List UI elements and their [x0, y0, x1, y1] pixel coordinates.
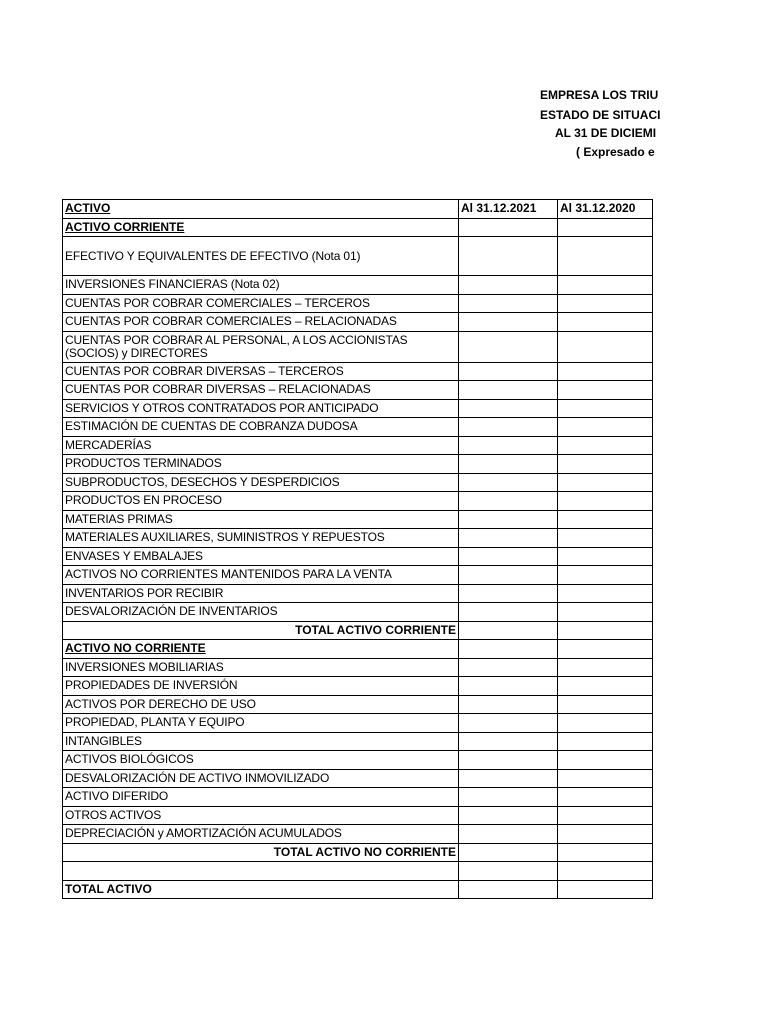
column-header-2020: Al 31.12.2020: [558, 200, 653, 219]
value-cell-2021: [459, 399, 558, 418]
company-name: EMPRESA LOS TRIU: [540, 88, 659, 102]
value-cell-2020: [558, 362, 653, 381]
value-cell-2021: [459, 510, 558, 529]
value-cell-2021: [459, 276, 558, 295]
value-cell-2021: [459, 492, 558, 511]
value-cell-2020: [558, 751, 653, 770]
row-label: PRODUCTOS EN PROCESO: [63, 492, 459, 511]
value-cell-2021: [459, 806, 558, 825]
value-cell-2021: [459, 218, 558, 237]
value-cell-2020: [558, 331, 653, 362]
value-cell-2020: [558, 436, 653, 455]
table-row: [63, 529, 653, 548]
value-cell-2021: [459, 237, 558, 276]
value-cell-2020: [558, 732, 653, 751]
value-cell-2020: [558, 677, 653, 696]
value-cell-2021: [459, 880, 558, 899]
row-label: DEPRECIACIÓN y AMORTIZACIÓN ACUMULADOS: [63, 825, 459, 844]
table-row: [63, 473, 653, 492]
value-cell-2021: [459, 529, 558, 548]
row-label: OTROS ACTIVOS: [63, 806, 459, 825]
row-label: EFECTIVO Y EQUIVALENTES DE EFECTIVO (Nota 01): [63, 237, 459, 276]
value-cell-2020: [558, 714, 653, 733]
table-row: [63, 788, 653, 807]
row-label: PROPIEDAD, PLANTA Y EQUIPO: [63, 714, 459, 733]
value-cell-2021: [459, 769, 558, 788]
value-cell-2020: [558, 510, 653, 529]
value-cell-2020: [558, 218, 653, 237]
balance-sheet-table: [62, 199, 653, 899]
column-header-activo: ACTIVO: [63, 200, 459, 219]
value-cell-2021: [459, 584, 558, 603]
value-cell-2020: [558, 695, 653, 714]
row-label: ACTIVOS NO CORRIENTES MANTENIDOS PARA LA VENTA: [63, 566, 459, 585]
row-label: PRODUCTOS TERMINADOS: [63, 455, 459, 474]
table-row: [63, 732, 653, 751]
total-label: TOTAL ACTIVO NO CORRIENTE: [63, 843, 459, 862]
value-cell-2021: [459, 294, 558, 313]
value-cell-2020: [558, 806, 653, 825]
value-cell-2020: [558, 621, 653, 640]
section-label: ACTIVO CORRIENTE: [63, 218, 459, 237]
value-cell-2021: [459, 621, 558, 640]
value-cell-2021: [459, 843, 558, 862]
value-cell-2020: [558, 313, 653, 332]
value-cell-2020: [558, 276, 653, 295]
table-row: [63, 584, 653, 603]
value-cell-2021: [459, 825, 558, 844]
total-row-activo: [63, 880, 653, 899]
total-row-activo-no-corriente: [63, 843, 653, 862]
table-row: [63, 381, 653, 400]
row-label: [63, 862, 459, 881]
table-row: [63, 566, 653, 585]
value-cell-2021: [459, 862, 558, 881]
row-label: ACTIVOS BIOLÓGICOS: [63, 751, 459, 770]
table-row: [63, 695, 653, 714]
value-cell-2020: [558, 455, 653, 474]
value-cell-2020: [558, 547, 653, 566]
value-cell-2021: [459, 732, 558, 751]
row-label: CUENTAS POR COBRAR COMERCIALES – TERCEROS: [63, 294, 459, 313]
value-cell-2021: [459, 331, 558, 362]
value-cell-2021: [459, 313, 558, 332]
value-cell-2020: [558, 843, 653, 862]
value-cell-2020: [558, 237, 653, 276]
value-cell-2021: [459, 418, 558, 437]
value-cell-2020: [558, 769, 653, 788]
table-row: [63, 313, 653, 332]
value-cell-2020: [558, 825, 653, 844]
value-cell-2020: [558, 584, 653, 603]
value-cell-2020: [558, 640, 653, 659]
table-row: [63, 769, 653, 788]
row-label: MATERIALES AUXILIARES, SUMINISTROS Y REPUESTOS: [63, 529, 459, 548]
value-cell-2020: [558, 294, 653, 313]
table-row: [63, 751, 653, 770]
value-cell-2020: [558, 399, 653, 418]
row-label: INTANGIBLES: [63, 732, 459, 751]
table-row: [63, 806, 653, 825]
value-cell-2021: [459, 362, 558, 381]
value-cell-2021: [459, 436, 558, 455]
table-row: [63, 603, 653, 622]
empty-row: [63, 862, 653, 881]
row-label: DESVALORIZACIÓN DE INVENTARIOS: [63, 603, 459, 622]
total-label: TOTAL ACTIVO: [63, 880, 459, 899]
value-cell-2020: [558, 473, 653, 492]
value-cell-2021: [459, 603, 558, 622]
value-cell-2021: [459, 695, 558, 714]
value-cell-2021: [459, 677, 558, 696]
value-cell-2021: [459, 788, 558, 807]
row-label: INVERSIONES FINANCIERAS (Nota 02): [63, 276, 459, 295]
value-cell-2020: [558, 862, 653, 881]
value-cell-2020: [558, 529, 653, 548]
value-cell-2021: [459, 714, 558, 733]
section-row-activo-no-corriente: [63, 640, 653, 659]
value-cell-2021: [459, 658, 558, 677]
value-cell-2021: [459, 473, 558, 492]
row-label: CUENTAS POR COBRAR AL PERSONAL, A LOS ACCIONISTAS (SOCIOS) y DIRECTORES: [63, 331, 459, 362]
row-label: PROPIEDADES DE INVERSIÓN: [63, 677, 459, 696]
row-label: ESTIMACIÓN DE CUENTAS DE COBRANZA DUDOSA: [63, 418, 459, 437]
statement-title: ESTADO DE SITUACI: [540, 108, 660, 122]
value-cell-2020: [558, 658, 653, 677]
table-row: [63, 331, 653, 362]
value-cell-2020: [558, 603, 653, 622]
value-cell-2020: [558, 788, 653, 807]
row-label: INVENTARIOS POR RECIBIR: [63, 584, 459, 603]
row-label: ENVASES Y EMBALAJES: [63, 547, 459, 566]
value-cell-2021: [459, 640, 558, 659]
value-cell-2020: [558, 418, 653, 437]
table-row: [63, 714, 653, 733]
table-row: [63, 418, 653, 437]
value-cell-2020: [558, 492, 653, 511]
row-label: ACTIVO DIFERIDO: [63, 788, 459, 807]
table-row: [63, 455, 653, 474]
table-row: [63, 510, 653, 529]
table-row: [63, 436, 653, 455]
row-label: MATERIAS PRIMAS: [63, 510, 459, 529]
value-cell-2021: [459, 455, 558, 474]
value-cell-2020: [558, 880, 653, 899]
table-row: [63, 825, 653, 844]
table-row: [63, 237, 653, 276]
table-header-row: [63, 200, 653, 219]
table-row: [63, 547, 653, 566]
table-row: [63, 362, 653, 381]
row-label: ACTIVOS POR DERECHO DE USO: [63, 695, 459, 714]
row-label: SERVICIOS Y OTROS CONTRATADOS POR ANTICIPADO: [63, 399, 459, 418]
table-row: [63, 399, 653, 418]
total-row-activo-corriente: [63, 621, 653, 640]
value-cell-2021: [459, 751, 558, 770]
row-label: CUENTAS POR COBRAR DIVERSAS – TERCEROS: [63, 362, 459, 381]
section-row-activo-corriente: [63, 218, 653, 237]
table-row: [63, 492, 653, 511]
table-row: [63, 658, 653, 677]
value-cell-2020: [558, 381, 653, 400]
currency-note: ( Expresado e: [576, 145, 655, 159]
statement-date: AL 31 DE DICIEMI: [555, 126, 657, 140]
value-cell-2021: [459, 547, 558, 566]
row-label: CUENTAS POR COBRAR COMERCIALES – RELACIONADAS: [63, 313, 459, 332]
row-label: SUBPRODUCTOS, DESECHOS Y DESPERDICIOS: [63, 473, 459, 492]
table-row: [63, 276, 653, 295]
section-label: ACTIVO NO CORRIENTE: [63, 640, 459, 659]
value-cell-2021: [459, 566, 558, 585]
value-cell-2020: [558, 566, 653, 585]
row-label: INVERSIONES MOBILIARIAS: [63, 658, 459, 677]
row-label: CUENTAS POR COBRAR DIVERSAS – RELACIONADAS: [63, 381, 459, 400]
total-label: TOTAL ACTIVO CORRIENTE: [63, 621, 459, 640]
value-cell-2021: [459, 381, 558, 400]
table-row: [63, 677, 653, 696]
row-label: DESVALORIZACIÓN DE ACTIVO INMOVILIZADO: [63, 769, 459, 788]
row-label: MERCADERÍAS: [63, 436, 459, 455]
table-row: [63, 294, 653, 313]
column-header-2021: Al 31.12.2021: [459, 200, 558, 219]
